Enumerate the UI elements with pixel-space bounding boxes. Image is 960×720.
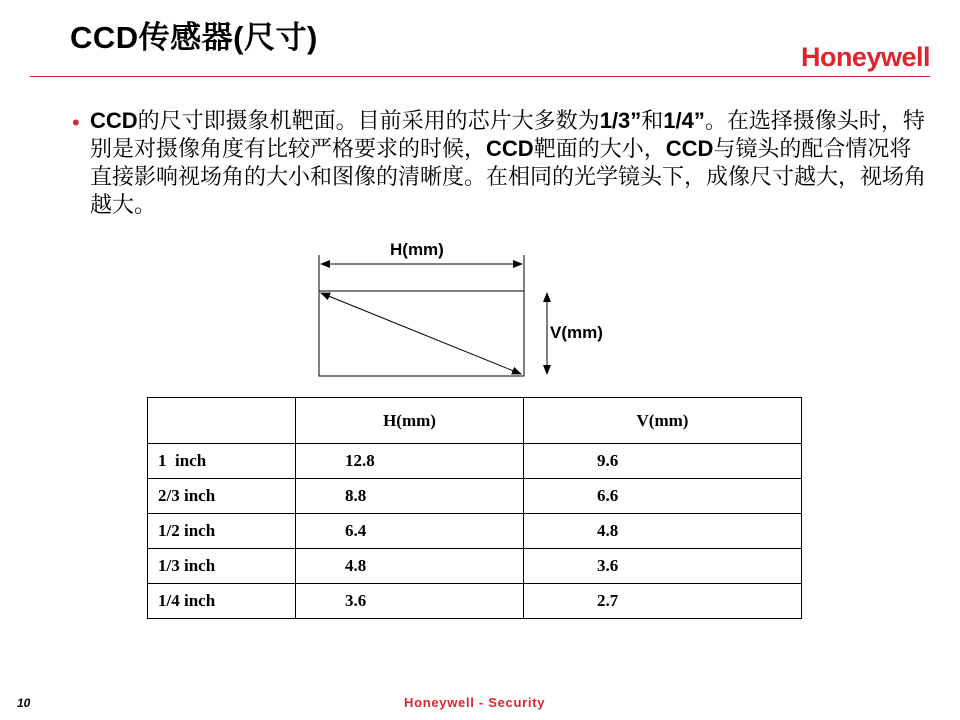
bullet-segment: 1/3” [599, 108, 642, 133]
ccd-size-table [147, 397, 802, 619]
table-header-cell: H(mm) [296, 398, 524, 444]
bullet-paragraph [90, 107, 930, 219]
table-row [148, 479, 802, 514]
bullet-segment: 和 [641, 108, 664, 133]
table-cell-h: 3.6 [296, 584, 524, 619]
title-rule [30, 76, 930, 77]
bullet-segment: 与镜头的配合情况将直接影响视场角的大小和图像的清晰度。在相同的光学镜头下，成像尺寸越大，视场角越大。 [90, 136, 927, 217]
table-cell-v: 6.6 [524, 479, 802, 514]
table-cell-h: 8.8 [296, 479, 524, 514]
table-cell-v: 2.7 [524, 584, 802, 619]
bullet-segment: CCD [486, 136, 534, 161]
bullet-segment: CCD [90, 108, 138, 133]
table-row [148, 549, 802, 584]
table-cell-h: 4.8 [296, 549, 524, 584]
bullet-segment: 。在选择摄像头时，特别是对摄像角度有比较严格要求的时候， [90, 108, 925, 161]
table-header-row [148, 398, 802, 444]
table-header-cell [148, 398, 296, 444]
bullet-segment: 靶面的大小， [533, 136, 666, 161]
table-cell-size: 2/3 inch [148, 479, 296, 514]
footer-page-number: 10 [17, 696, 31, 710]
slide-title: CCD传感器(尺寸) [70, 20, 318, 55]
sensor-diagonal-arrow [321, 293, 521, 374]
table-row [148, 514, 802, 549]
table-row [148, 444, 802, 479]
bullet-segment: CCD [665, 136, 714, 161]
table-cell-size: 1/3 inch [148, 549, 296, 584]
table-cell-size: 1/4 inch [148, 584, 296, 619]
bullet-segment: 的尺寸即摄象机靶面。目前采用的芯片大多数为 [137, 108, 600, 133]
bullet-segment: 1/4” [663, 108, 705, 133]
v-dimension-label: V(mm) [550, 323, 603, 342]
table-row [148, 584, 802, 619]
table-cell-h: 6.4 [296, 514, 524, 549]
table-cell-size: 1 inch [148, 444, 296, 479]
table-header-cell: V(mm) [524, 398, 802, 444]
footer-company: Honeywell - Security [404, 695, 546, 710]
sensor-dimension-diagram [300, 235, 640, 385]
table-cell-h: 12.8 [296, 444, 524, 479]
h-dimension-label: H(mm) [390, 240, 444, 259]
table-cell-size: 1/2 inch [148, 514, 296, 549]
honeywell-logo: Honeywell [800, 42, 930, 72]
table-cell-v: 3.6 [524, 549, 802, 584]
table-cell-v: 9.6 [524, 444, 802, 479]
bullet-dot: • [72, 110, 80, 135]
table-cell-v: 4.8 [524, 514, 802, 549]
